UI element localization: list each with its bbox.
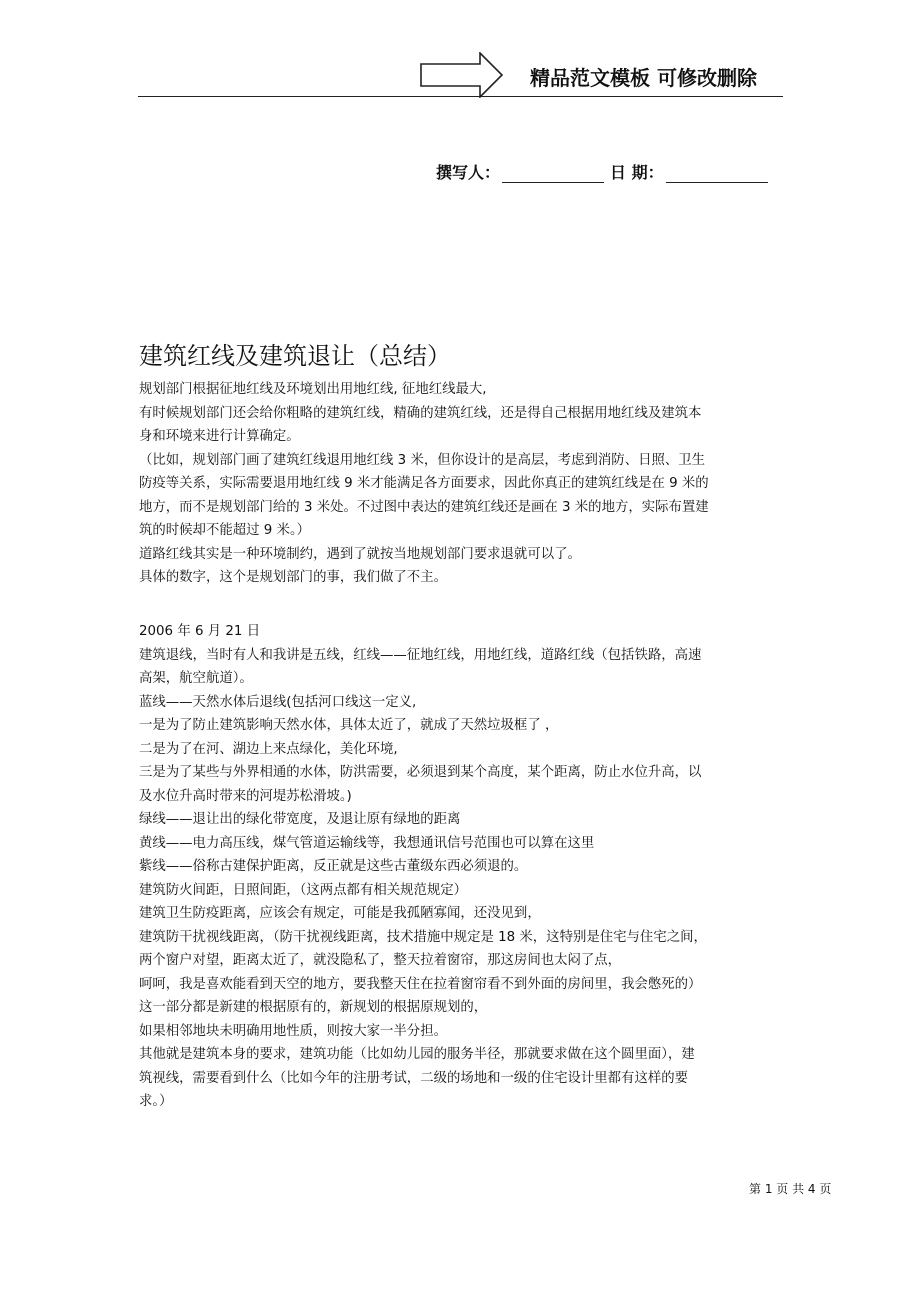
author-label: 撰写人： [436,163,501,182]
paragraph-line: 二是为了在河、湖边上来点绿化，美化环境, [139,741,398,757]
date-blank[interactable] [666,163,768,183]
paragraph-line: 建筑防干扰视线距离，（防干扰视线距离，技术措施中规定是 18 米，这特别是住宅与住宅之间， [139,929,707,945]
paragraph-line: 两个窗户对望，距离太近了，就没隐私了，整天拉着窗帘，那这房间也太闷了点， [139,953,622,968]
paragraph-line: 具体的数字，这个是规划部门的事，我们做了不主。 [139,570,447,585]
paragraph-line: 这一部分都是新建的根据原有的，新规划的根据原规划的， [139,1000,488,1015]
body-section-1 [139,378,784,590]
paragraph-line: 黄线——电力高压线，煤气管道运输线等，我想通讯信号范围也可以算在这里 [139,835,595,851]
paragraph-line: 呵呵，我是喜欢能看到天空的地方，要我整天住在拉着窗帘看不到外面的房间里，我会憋死的） [139,976,702,992]
paragraph-line: 绿线——退让出的绿化带宽度，及退让原有绿地的距离 [139,812,461,827]
paragraph-line: 规划部门根据征地红线及环境划出用地红线, 征地红线最大, [139,382,487,397]
right-arrow-icon [420,52,504,98]
paragraph-line: 紫线——俗称古建保护距离，反正就是这些古董级东西必须退的。 [139,859,528,874]
paragraph-line: 一是为了防止建筑影响天然水体，具体太近了，就成了天然垃圾框了 ， [139,718,559,733]
paragraph-line: 高架，航空航道）。 [139,671,253,686]
paragraph-line: 筑的时候却不能超过 9 米。） [139,523,311,538]
paragraph-line: 防疫等关系，实际需要退用地红线 9 米才能满足各方面要求，因此你真正的建筑红线是在 9 米的 [139,476,709,491]
paragraph-line: 蓝线——天然水体后退线(包括河口线这一定义, [139,694,417,710]
document-title: 建筑红线及建筑退让（总结） [139,342,451,370]
paragraph-line: 地方，而不是规划部门给的 3 米处。不过图中表达的建筑红线还是画在 3 米的地方，实际布置建 [139,499,709,515]
paragraph-line: 及水位升高时带来的河堤苏松滑坡。) [139,788,352,804]
paragraph-line: 身和环境来进行计算确定。 [139,429,300,444]
paragraph-line: 道路红线其实是一种环境制约，遇到了就按当地规划部门要求退就可以了。 [139,546,581,562]
paragraph-line: 有时候规划部门还会给你粗略的建筑红线，精确的建筑红线，还是得自己根据用地红线及建筑本 [139,405,702,421]
paragraph-line: 三是为了某些与外界相通的水体，防洪需要，必须退到某个高度，某个距离，防止水位升高，以 [139,765,702,780]
paragraph-line: 如果相邻地块未明确用地性质，则按大家一半分担。 [139,1023,447,1039]
paragraph-line: 其他就是建筑本身的要求，建筑功能（比如幼儿园的服务半径，那就要求做在这个圆里面），建 [139,1047,695,1062]
page-number: 第 1 页 共 4 页 [749,1182,832,1196]
paragraph-line: 求。） [139,1094,173,1109]
header-title: 精品范文模板 可修改删除 [530,66,757,90]
body-section-2 [139,620,784,1114]
author-blank[interactable] [502,163,604,183]
paragraph-line: 建筑防火间距，日照间距，（这两点都有相关规范规定） [139,882,468,898]
paragraph-line: 建筑卫生防疫距离，应该会有规定，可能是我孤陋寡闻，还没见到， [139,906,541,921]
sign-row [436,160,768,184]
paragraph-line: 筑视线，需要看到什么（比如今年的注册考试，二级的场地和一级的住宅设计里都有这样的要 [139,1070,689,1086]
header-divider [138,96,783,97]
date-label: 日 期： [610,163,664,182]
paragraph-line: 建筑退线，当时有人和我讲是五线，红线——征地红线，用地红线，道路红线（包括铁路，高速 [139,647,702,663]
paragraph-line: 2006 年 6 月 21 日 [139,624,261,639]
paragraph-line: （比如，规划部门画了建筑红线退用地红线 3 米，但你设计的是高层，考虑到消防、日照、卫生 [139,452,706,468]
